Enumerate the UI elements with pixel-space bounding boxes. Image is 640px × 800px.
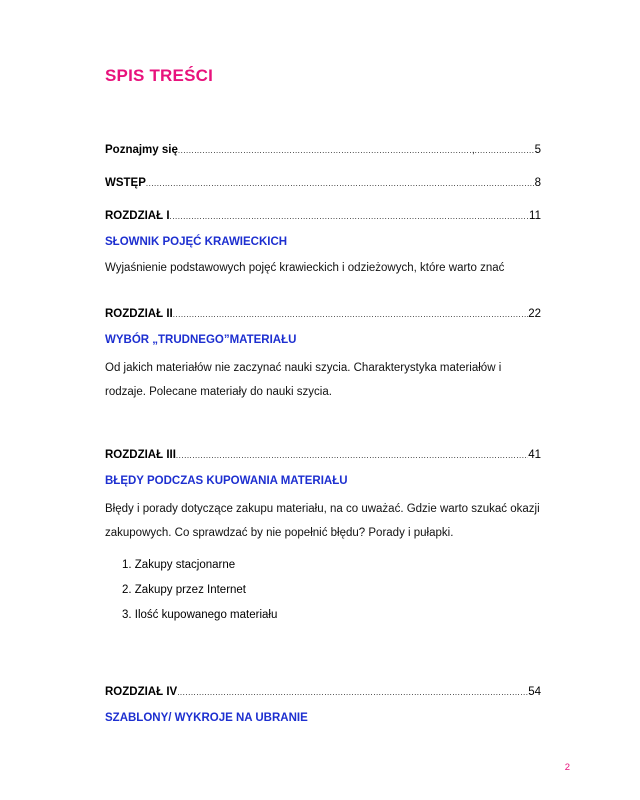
toc-entry-label: ROZDZIAŁ II	[105, 308, 173, 320]
toc-entry-wstep	[105, 177, 541, 193]
chapter-description: Wyjaśnienie podstawowych pojęć krawieckich i odzieżowych, które warto znać	[105, 262, 505, 274]
toc-entry-label: ROZDZIAŁ IV	[105, 686, 178, 698]
toc-entry-chapter-2	[105, 308, 541, 404]
toc-line	[105, 449, 541, 465]
toc-page-number: 22	[528, 308, 541, 320]
dot-leader	[475, 146, 535, 155]
dot-leader	[176, 451, 528, 460]
page-title: SPIS TREŚCI	[105, 66, 214, 85]
toc-entry-chapter-1	[105, 210, 541, 280]
dot-leader	[146, 179, 535, 188]
chapter-title: BŁĘDY PODCZAS KUPOWANIA MATERIAŁU	[105, 475, 348, 487]
list-item: 1. Zakupy stacjonarne	[122, 559, 236, 571]
toc-line	[105, 144, 541, 160]
toc-entry-chapter-4	[105, 686, 541, 728]
chapter-title: WYBÓR „TRUDNEGO”MATERIAŁU	[105, 334, 297, 346]
dot-leader	[170, 212, 530, 221]
toc-entry-label: ROZDZIAŁ I	[105, 210, 170, 222]
dot-leader	[173, 310, 528, 319]
toc-page-number: 8	[534, 177, 541, 189]
list-item: 3. Ilość kupowanego materiału	[122, 609, 278, 621]
dot-leader	[178, 146, 472, 155]
toc-entry-label: Poznajmy się	[105, 144, 178, 156]
toc-line	[105, 210, 541, 226]
dot-leader	[177, 688, 528, 697]
toc-line	[105, 177, 541, 193]
toc-page-number: 54	[528, 686, 541, 698]
list-item: 2. Zakupy przez Internet	[122, 584, 247, 596]
toc-entry-label: ROZDZIAŁ III	[105, 449, 176, 461]
toc-page-number: 5	[534, 144, 541, 156]
toc-entry-poznajmy-sie	[105, 144, 541, 160]
chapter-description: Błędy i porady dotyczące zakupu materiału, na co uważać. Gdzie warto szukać okazji zakupowych. Co sprawdzać by nie popełnić błędu? Porady i pułapki.	[105, 503, 540, 539]
toc-entry-chapter-3	[105, 449, 541, 634]
chapter-title: SŁOWNIK POJĘĆ KRAWIECKICH	[105, 236, 288, 248]
toc-entry-label: WSTĘP	[105, 177, 146, 189]
toc-line	[105, 308, 541, 324]
chapter-description: Od jakich materiałów nie zaczynać nauki szycia. Charakterystyka materiałów i rodzaje. Polecane materiały do nauki szycia.	[105, 362, 502, 398]
toc-page-number: 11	[529, 210, 541, 222]
subtopic-list	[105, 559, 541, 634]
chapter-title: SZABLONY/ WYKROJE NA UBRANIE	[105, 712, 308, 724]
toc-page-number: 41	[528, 449, 541, 461]
toc-line	[105, 686, 541, 702]
page-number: 2	[564, 762, 570, 773]
toc-separator: ,	[471, 145, 475, 156]
